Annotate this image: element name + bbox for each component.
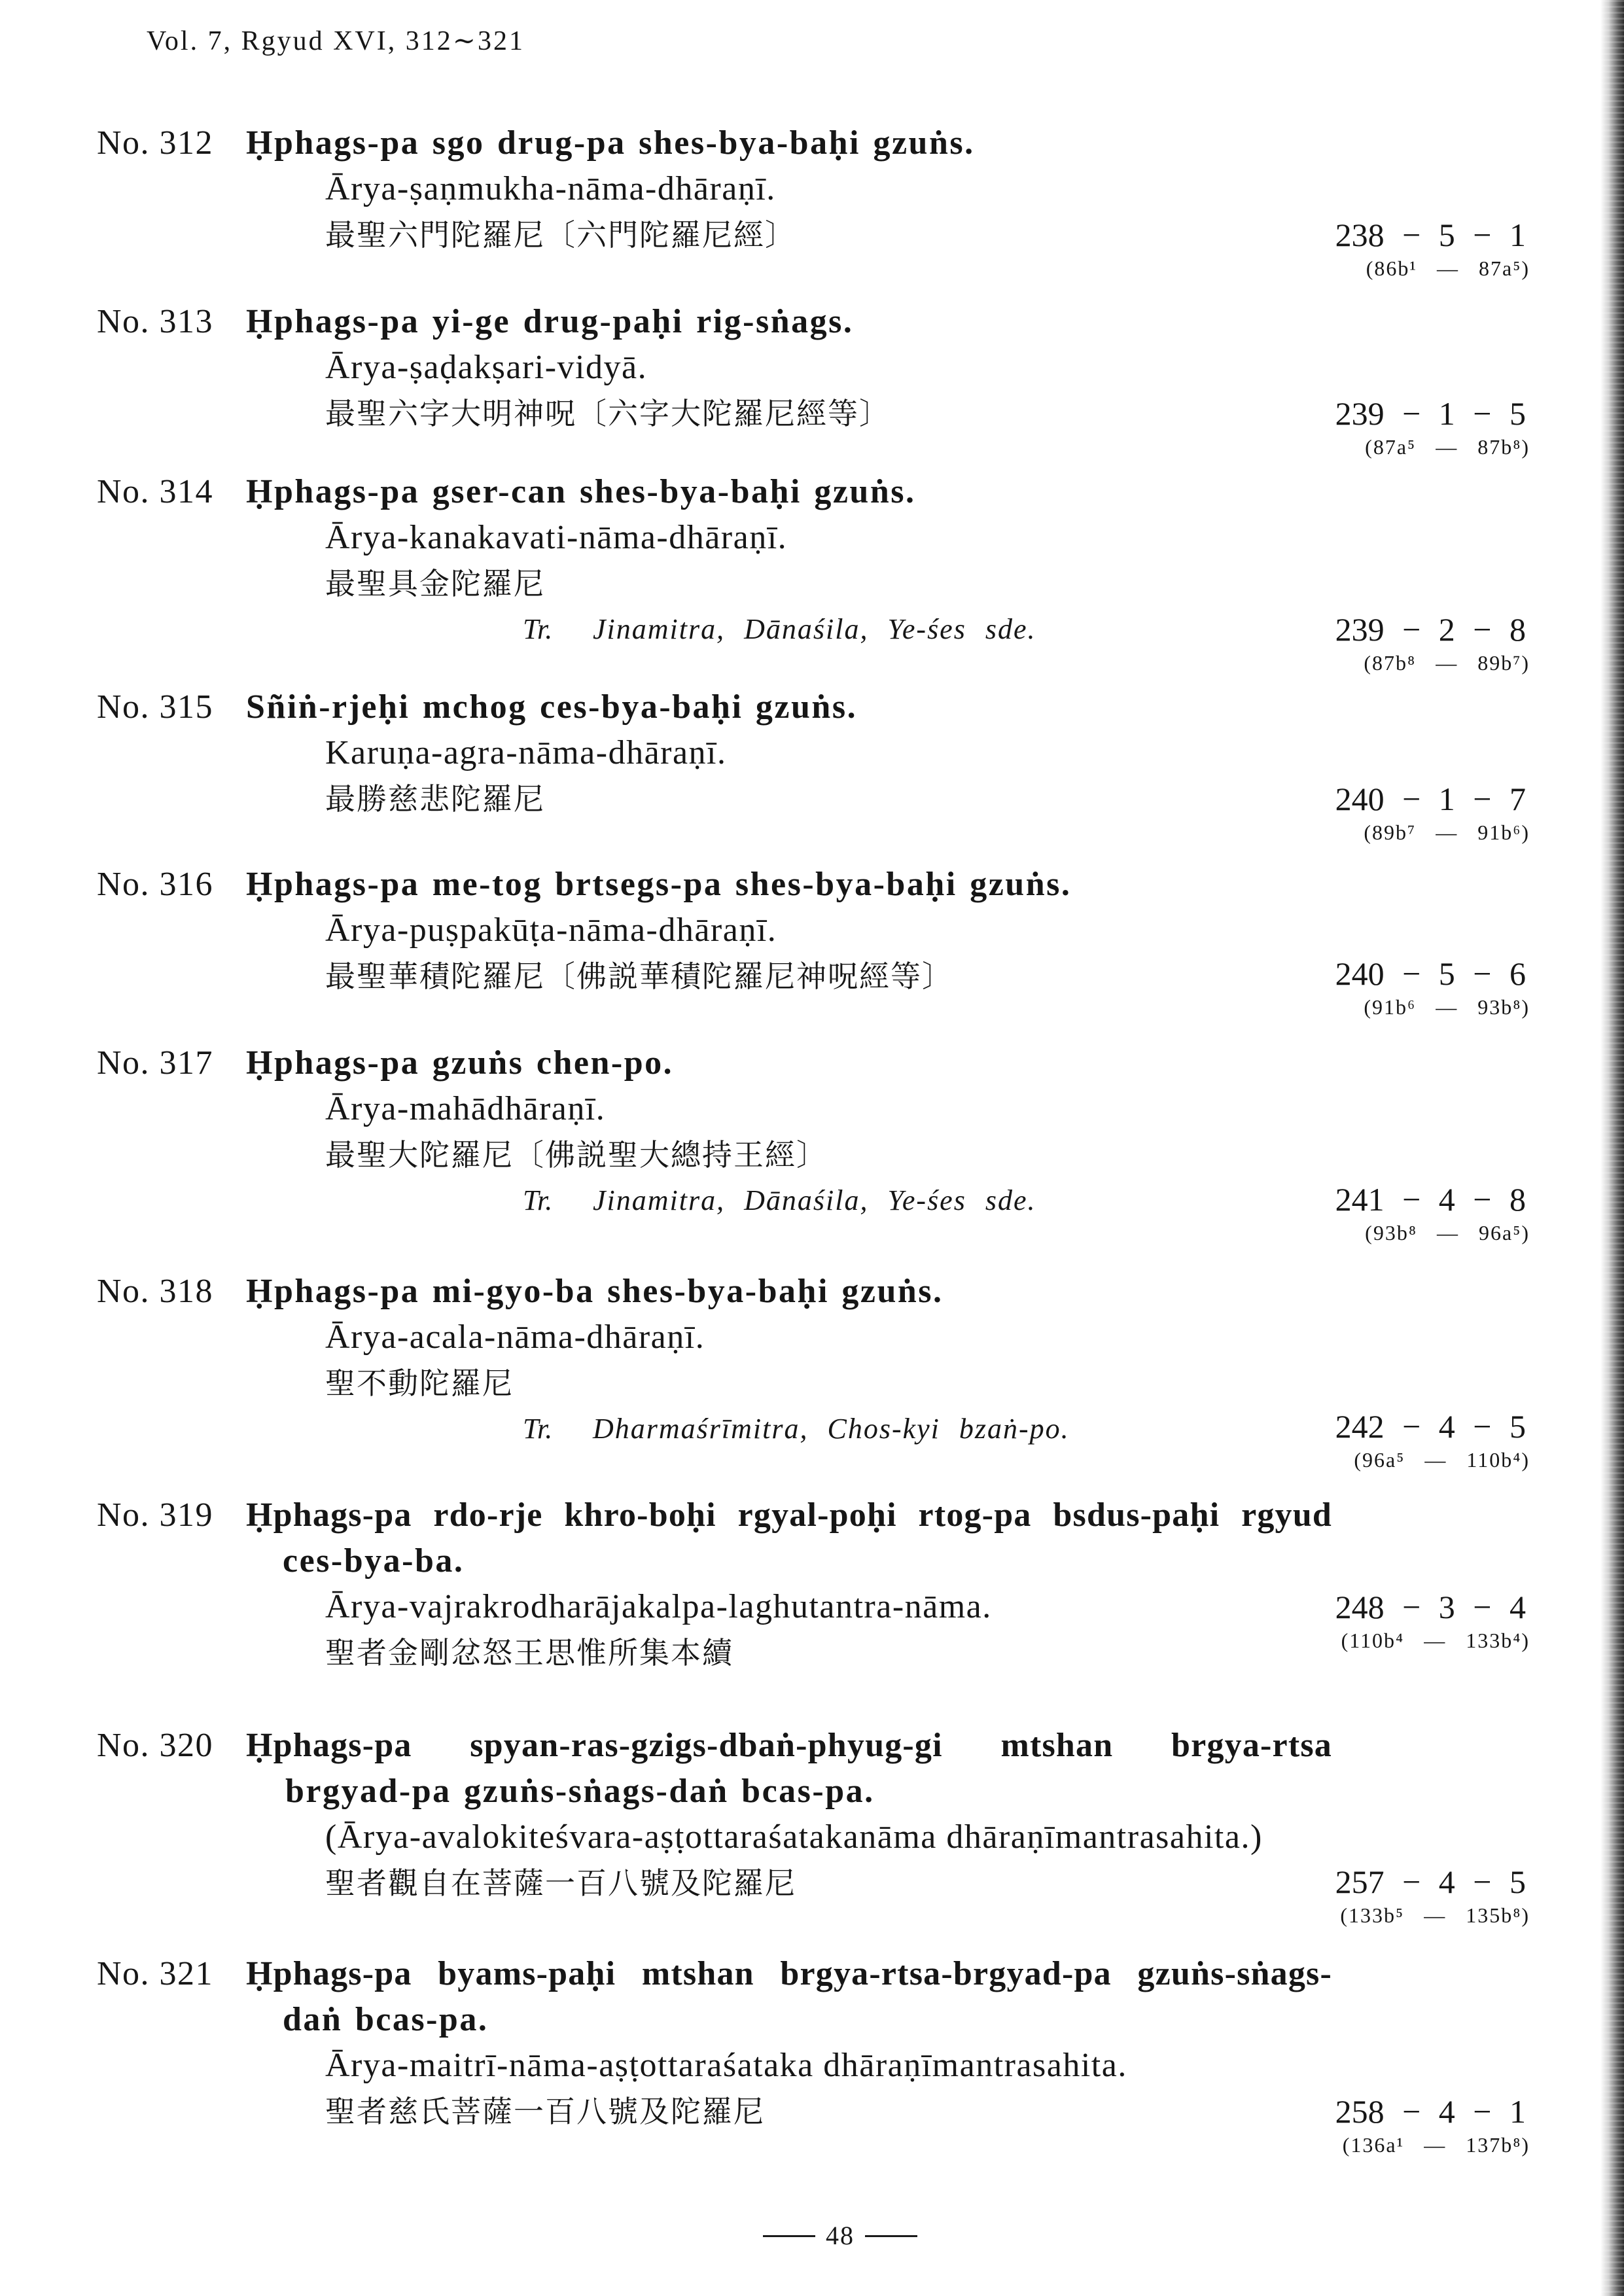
- tibetan-title: Ḥphags-pa gser-can shes-bya-baḥi gzuṅs.: [246, 473, 916, 510]
- folio-range: (96a⁵ — 110b⁴): [1354, 1448, 1530, 1472]
- sanskrit-title: Ārya-vajrakrodharājakalpa-laghutantra-nāma.: [325, 1588, 992, 1625]
- folio-range: (89b⁷ — 91b⁶): [1364, 821, 1530, 844]
- edition-reference: [1335, 776, 1530, 844]
- volume-page-line: 238 − 5 − 1: [1335, 217, 1526, 253]
- entry-number: No. 320: [97, 1727, 214, 1764]
- entry-body: [246, 120, 1332, 258]
- folio-range: (87a⁵ — 87b⁸): [1365, 435, 1530, 459]
- catalog-entry-313: [0, 299, 1624, 489]
- edition-reference: [1335, 1584, 1530, 1652]
- entry-number: No. 318: [97, 1273, 214, 1310]
- edition-reference: [1335, 391, 1530, 459]
- footer-rule-right: [865, 2235, 917, 2237]
- entry-number: No. 319: [97, 1496, 214, 1534]
- folio-range: (110b⁴ — 133b⁴): [1341, 1629, 1530, 1652]
- entry-body: [246, 1269, 1332, 1452]
- entry-number: No. 313: [97, 303, 214, 340]
- volume-page-line: 257 − 4 − 5: [1335, 1863, 1526, 1900]
- sanskrit-title: Ārya-ṣaṇmukha-nāma-dhāraṇī.: [325, 170, 776, 207]
- volume-page-line: 248 − 3 − 4: [1335, 1589, 1526, 1625]
- sanskrit-title: Ārya-kanakavati-nāma-dhāraṇī.: [325, 519, 788, 556]
- entry-body: [246, 1040, 1332, 1224]
- volume-page-line: 241 − 4 − 8: [1335, 1181, 1526, 1218]
- entry-number: No. 317: [97, 1044, 214, 1082]
- tibetan-title: Ḥphags-pa gzuṅs chen-po.: [246, 1044, 674, 1082]
- sanskrit-title: Ārya-maitrī-nāma-aṣṭottaraśataka dhāraṇīmantrasahita.: [325, 2047, 1127, 2084]
- translator-label: Tr.: [523, 1184, 553, 1216]
- volume-page-line: 239 − 2 − 8: [1335, 611, 1526, 648]
- chinese-title: 最聖具金陀羅尼: [325, 566, 545, 601]
- translator-line: [523, 1178, 1332, 1224]
- folio-range: (136a¹ — 137b⁸): [1342, 2133, 1530, 2157]
- catalog-entry-320: [0, 1723, 1624, 1927]
- catalog-entry-318: [0, 1269, 1624, 1472]
- volume-page-line: 240 − 1 − 7: [1335, 781, 1526, 817]
- chinese-title: 最聖六字大明神呪〔六字大陀羅尼經等〕: [325, 396, 891, 431]
- tibetan-title-line-1: Ḥphags-pa spyan-ras-gzigs-dbaṅ-phyug-gi mtshan brgya-rtsa: [246, 1727, 1332, 1764]
- catalog-entry-319: [0, 1492, 1624, 1682]
- catalog-entry-315: [0, 684, 1624, 874]
- tibetan-title-line-2: daṅ bcas-pa.: [283, 2001, 489, 2038]
- edition-reference: [1335, 951, 1530, 1019]
- entry-number: No. 321: [97, 1955, 214, 1992]
- tibetan-title: Ḥphags-pa mi-gyo-ba shes-bya-baḥi gzuṅs.: [246, 1273, 944, 1310]
- folio-range: (86b¹ — 87a⁵): [1366, 256, 1530, 280]
- sanskrit-title: Ārya-acala-nāma-dhāraṇī.: [325, 1318, 705, 1356]
- edition-reference: [1335, 1176, 1530, 1245]
- translator-names: Jinamitra, Dānaśila, Ye-śes sde.: [593, 613, 1036, 645]
- edition-reference: [1335, 2089, 1530, 2157]
- catalog-entry-314: [0, 469, 1624, 675]
- running-head: Vol. 7, Rgyud XVI, 312∼321: [147, 26, 525, 56]
- translator-label: Tr.: [523, 1413, 553, 1445]
- chinese-title: 聖者慈氏菩薩一百八號及陀羅尼: [325, 2094, 765, 2129]
- catalog-entry-312: [0, 120, 1624, 310]
- chinese-title: 最勝慈悲陀羅尼: [325, 781, 545, 817]
- tibetan-title-line-2: ces-bya-ba.: [283, 1542, 465, 1580]
- catalog-entry-316: [0, 862, 1624, 1051]
- translator-names: Dharmaśrīmitra, Chos-kyi bzaṅ-po.: [593, 1413, 1070, 1445]
- volume-page-line: 240 − 5 − 6: [1335, 955, 1526, 992]
- edition-reference: [1335, 212, 1530, 280]
- folio-range: (91b⁶ — 93b⁸): [1364, 995, 1530, 1019]
- tibetan-title-line-1: Ḥphags-pa rdo-rje khro-boḥi rgyal-poḥi rtog-pa bsdus-paḥi rgyud: [246, 1496, 1332, 1534]
- volume-page-line: 258 − 4 − 1: [1335, 2093, 1526, 2130]
- folio-range: (93b⁸ — 96a⁵): [1365, 1221, 1530, 1245]
- chinese-title: 聖不動陀羅尼: [325, 1366, 514, 1401]
- tibetan-title: Ḥphags-pa me-tog brtsegs-pa shes-bya-baḥi gzuṅs.: [246, 866, 1072, 903]
- sanskrit-title: Ārya-puṣpakūṭa-nāma-dhāraṇī.: [325, 911, 777, 949]
- chinese-title: 最聖大陀羅尼〔佛説聖大總持王經〕: [325, 1137, 828, 1173]
- sanskrit-title: Ārya-mahādhāraṇī.: [325, 1090, 606, 1127]
- translator-line: [523, 607, 1332, 652]
- edition-reference: [1335, 1404, 1530, 1472]
- scan-edge-shadow: [1600, 0, 1624, 2296]
- sanskrit-title: Ārya-ṣaḍakṣari-vidyā.: [325, 349, 648, 386]
- sanskrit-title: (Ārya-avalokiteśvara-aṣṭottaraśatakanāma dhāraṇīmantrasahita.): [325, 1818, 1263, 1856]
- entry-body: [246, 684, 1332, 822]
- entry-body: [246, 469, 1332, 652]
- edition-reference: [1335, 1859, 1530, 1927]
- sanskrit-title: Karuṇa-agra-nāma-dhāraṇī.: [325, 734, 727, 771]
- translator-label: Tr.: [523, 613, 553, 645]
- translator-names: Jinamitra, Dānaśila, Ye-śes sde.: [593, 1184, 1036, 1216]
- chinese-title: 聖者觀自在菩薩一百八號及陀羅尼: [325, 1865, 796, 1901]
- folio-range: (87b⁸ — 89b⁷): [1364, 651, 1530, 675]
- entry-body: [246, 862, 1332, 999]
- entry-body: [246, 1951, 1332, 2134]
- entry-number: No. 316: [97, 866, 214, 903]
- edition-reference: [1335, 607, 1530, 675]
- tibetan-title: Ḥphags-pa sgo drug-pa shes-bya-baḥi gzuṅs.: [246, 124, 975, 162]
- entry-body: [246, 1723, 1332, 1906]
- chinese-title: 聖者金剛忿怒王思惟所集本續: [325, 1635, 733, 1670]
- catalog-entry-321: [0, 1951, 1624, 2157]
- footer-rule-left: [763, 2235, 815, 2237]
- tibetan-title: Ḥphags-pa yi-ge drug-paḥi rig-sṅags.: [246, 303, 854, 340]
- entry-number: No. 315: [97, 688, 214, 726]
- chinese-title: 最聖六門陀羅尼〔六門陀羅尼經〕: [325, 217, 796, 253]
- entry-number: No. 312: [97, 124, 214, 162]
- catalog-entry-317: [0, 1040, 1624, 1245]
- tibetan-title-line-2: brgyad-pa gzuṅs-sṅags-daṅ bcas-pa.: [285, 1773, 875, 1810]
- volume-page-line: 242 − 4 − 5: [1335, 1408, 1526, 1445]
- page-footer: [709, 2217, 971, 2254]
- entry-body: [246, 1492, 1332, 1676]
- entry-body: [246, 299, 1332, 436]
- tibetan-title: Sñiṅ-rjeḥi mchog ces-bya-baḥi gzuṅs.: [246, 688, 858, 726]
- page-number: 48: [826, 2221, 855, 2250]
- volume-page-line: 239 − 1 − 5: [1335, 395, 1526, 432]
- entry-number: No. 314: [97, 473, 214, 510]
- translator-line: [523, 1406, 1332, 1452]
- chinese-title: 最聖華積陀羅尼〔佛説華積陀羅尼神呪經等〕: [325, 959, 953, 994]
- folio-range: (133b⁵ — 135b⁸): [1340, 1903, 1530, 1927]
- tibetan-title-line-1: Ḥphags-pa byams-paḥi mtshan brgya-rtsa-brgyad-pa gzuṅs-sṅags-: [246, 1955, 1332, 1992]
